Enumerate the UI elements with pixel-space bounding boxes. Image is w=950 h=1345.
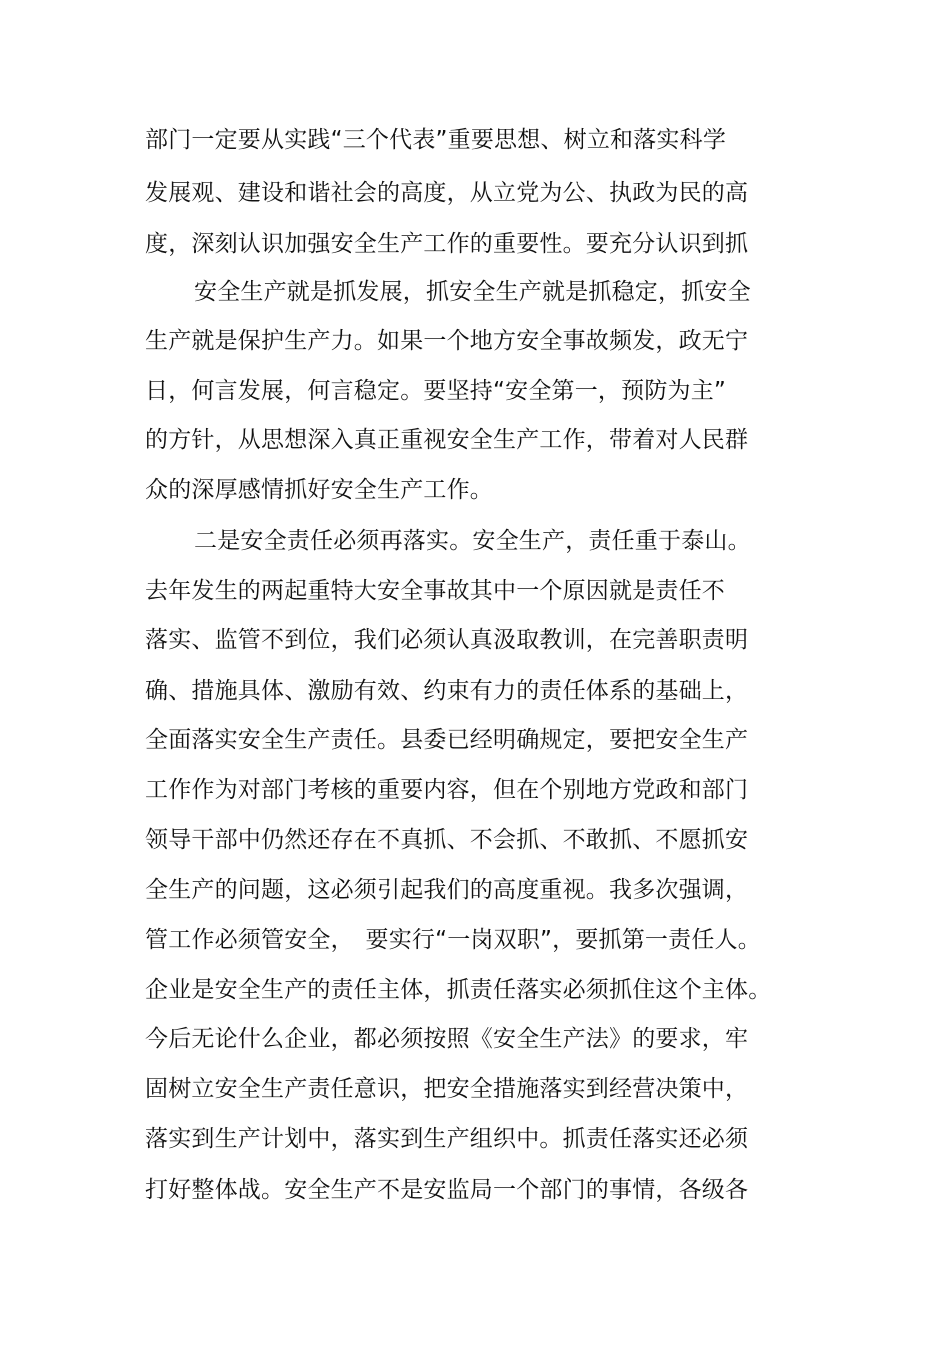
body-text-line: 固树立安全生产责任意识，把安全措施落实到经营决策中， [145,1076,749,1102]
body-text-line: 众的深厚感情抓好安全生产工作。 [145,477,493,503]
body-text-line: 落实到生产计划中，落实到生产组织中。抓责任落实还必须 [145,1126,749,1152]
body-text-line: 企业是安全生产的责任主体，抓责任落实必须抓住这个主体。 [145,977,772,1003]
body-text-line: 生产就是保护生产力。如果一个地方安全事故频发，政无宁 [145,328,749,354]
body-text-line: 领导干部中仍然还存在不真抓、不会抓、不敢抓、不愿抓安 [145,827,749,853]
body-text-line: 全生产的问题，这必须引起我们的高度重视。我多次强调， [145,877,749,903]
body-text-line: 日，何言发展，何言稳定。要坚持“安全第一，预防为主” [145,378,727,404]
body-text-line: 落实、监管不到位，我们必须认真汲取教训，在完善职责明 [145,627,749,653]
paragraph-first-line: 二是安全责任必须再落实。安全生产，责任重于泰山。 [194,528,751,554]
body-text-line: 打好整体战。安全生产不是安监局一个部门的事情，各级各 [145,1177,749,1203]
body-text-line: 确、措施具体、激励有效、约束有力的责任体系的基础上， [145,678,749,704]
body-text-line: 发展观、建设和谐社会的高度，从立党为公、执政为民的高 [145,180,749,206]
body-text-line: 部门一定要从实践“三个代表”重要思想、树立和落实科学 [145,127,727,153]
body-text-line: 管工作必须管安全， 要实行“一岗双职”，要抓第一责任人。 [145,927,761,953]
body-text-line: 全面落实安全生产责任。县委已经明确规定，要把安全生产 [145,727,749,753]
body-text-line: 的方针，从思想深入真正重视安全生产工作，带着对人民群 [145,427,749,453]
paragraph-first-line: 安全生产就是抓发展，抓安全生产就是抓稳定，抓安全 [194,279,751,305]
body-text-line: 工作作为对部门考核的重要内容，但在个别地方党政和部门 [145,777,749,803]
body-text-line: 去年发生的两起重特大安全事故其中一个原因就是责任不 [145,578,725,604]
body-text-line: 今后无论什么企业，都必须按照《安全生产法》的要求，牢 [145,1026,749,1052]
body-text-line: 度，深刻认识加强安全生产工作的重要性。要充分认识到抓 [145,231,749,257]
